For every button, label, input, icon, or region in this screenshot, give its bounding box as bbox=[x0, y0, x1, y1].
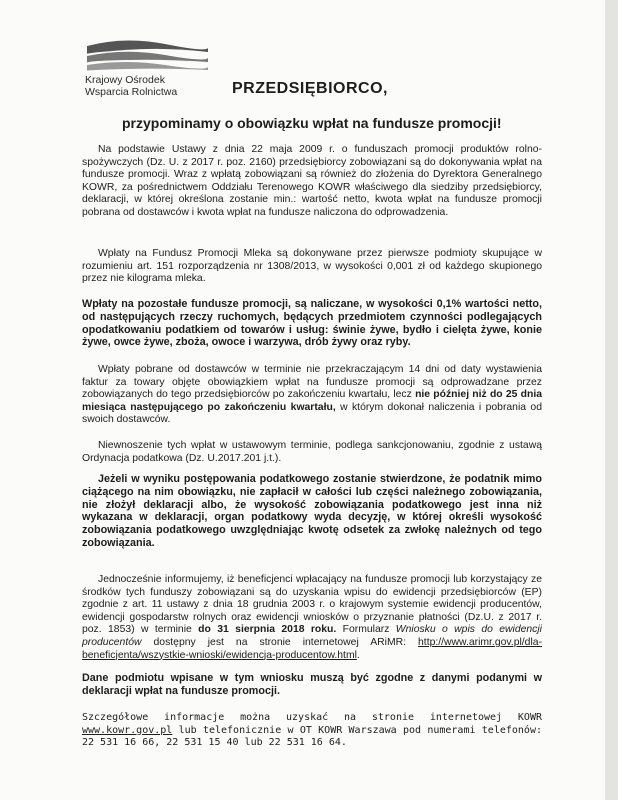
paragraph-text: Niewnoszenie tych wpłat w ustawowym terminie, podlega sankcjonowaniu, zgodnie z ustawą Ordynacja podatkowa (Dz. U.2017.201 j.t.). bbox=[82, 440, 542, 464]
paragraph-legal-basis bbox=[82, 144, 542, 220]
paragraph-text: Formularz bbox=[336, 624, 396, 636]
logo-line-1: Krajowy Ośrodek bbox=[85, 74, 165, 86]
paragraph-text: Jeżeli w wyniku postępowania podatkowego zostanie stwierdzone, że podatnik mimo ciążącego na nim obowiązku, nie zapłacił w całości lub części należnego zobowiązania, nie złożył deklaracji albo, że wysokość zobowiązania podatkowego jest inna niż wykazana w deklaracji, organ podatkowy wyda decyzję, w której określi wysokość zobowiązania podatkowego uwzględniając kwotę odsetek za zwłokę należnych od tego zobowiązania. bbox=[82, 473, 542, 549]
deadline-text: nie później niż do 25 dnia miesiąca następującego po zakończeniu kwartału, bbox=[82, 389, 543, 413]
page-title: PRZEDSIĘBIORCO, bbox=[232, 80, 388, 97]
paragraph-data-consistency bbox=[82, 672, 542, 698]
arimr-link[interactable]: http://www.arimr.gov.pl/dla-beneficjenta/wszystkie-wnioski/ewidencja-producentow.html bbox=[82, 636, 542, 661]
form-name: Wniosku o wpis do ewidencji producentów bbox=[82, 624, 542, 648]
paragraph-text: lub telefonicznie w OT KOWR Warszawa pod numerami telefonów: 22 531 16 66, 22 531 15 40 lub 22 531 16 64. bbox=[82, 724, 542, 749]
paragraph-text: Wpłaty na pozostałe fundusze promocji, są naliczane, w wysokości 0,1% wartości netto, od następujących rzeczy ruchomych, będących przedmiotem czynności podlegających opodatkowaniu podatkiem od towarów i usług: świnie żywe, bydło i cielęta żywe, konie żywe, owce żywe, zboża, owoce i warzywa, drób żywy oraz ryby. bbox=[82, 298, 542, 349]
paragraph-text: w którym dokonał naliczenia i pobrania od swoich dostawców. bbox=[82, 401, 542, 426]
paragraph-text: Jednocześnie informujemy, iż beneficjenci wpłacający na fundusze promocji lub korzystający ze środków tych funduszy zobowiązani są do uzyskania wpisu do ewidencji przedsiębiorców (EP) zgodnie z art. 11 ustawy z dnia 18 grudnia 2003 r. o krajowym systemie ewidencji producentów, ewidencji gospodarstw rolnych oraz ewidencji wniosków o przyznanie płatności (Dz.U. z 2017 r. poz. 1853) w terminie bbox=[82, 574, 542, 636]
kowr-website-link[interactable]: www.kowr.gov.pl bbox=[82, 724, 173, 736]
paragraph-payment-deadline bbox=[82, 364, 542, 427]
paragraph-other-funds bbox=[82, 298, 542, 349]
paragraph-text: Wpłaty pobrane od dostawców w terminie nie przekraczającym 14 dni od daty wystawienia faktur za towary objęte obowiązkiem wpłat na fundusze promocji są odprowadzane przez zobowiązanych do tego przedsiębiorców po zakończeniu kwartału, lecz bbox=[82, 364, 542, 401]
kowr-logo bbox=[85, 38, 215, 100]
paragraph-milk-fund bbox=[82, 248, 542, 286]
paragraph-text: dostępny jest na stronie internetowej ARiMR: bbox=[141, 636, 419, 648]
scan-edge bbox=[605, 0, 618, 800]
logo-waves-icon bbox=[85, 38, 210, 72]
paragraph-text: Wpłaty na Fundusz Promocji Mleka są dokonywane przez pierwsze podmioty skupujące w rozumieniu art. 151 rozporządzenia nr 1308/2013, w wysokości 0,001 zł od każdego skupionego przez nie kilograma mleka. bbox=[82, 248, 542, 285]
paragraph-text: . bbox=[356, 649, 360, 661]
paragraph-tax-proceedings bbox=[82, 473, 542, 550]
page-subtitle: przypominamy o obowiązku wpłat na fundusze promocji! bbox=[122, 115, 502, 131]
paragraph-registration bbox=[82, 574, 542, 662]
paragraph-contact bbox=[82, 712, 542, 750]
registration-deadline: do 31 sierpnia 2018 roku. bbox=[198, 624, 337, 636]
paragraph-sanctions bbox=[82, 440, 542, 465]
paragraph-text: Szczegółowe informacje można uzyskać na stronie internetowej KOWR bbox=[82, 712, 542, 723]
logo-line-2: Wsparcia Rolnictwa bbox=[85, 86, 178, 98]
paragraph-text: Na podstawie Ustawy z dnia 22 maja 2009 r. o funduszach promocji produktów rolno-spożywczych (Dz. U. z 2017 r. poz. 2160) przedsiębiorcy zobowiązani są do dokonywania wpłat na fundusze promocji. Wraz z wpłatą zobowiązani są również do złożenia do Dyrektora Generalnego KOWR, za pośrednictwem Oddziału Terenowego KOWR właściwego dla siedziby przedsiębiorcy, deklaracji, w której określona zostanie min.: wartość netto, kwota wpłat na fundusze promocji pobrana od dostawców i kwota wpłat na fundusze naliczona do odprowadzenia. bbox=[82, 144, 542, 218]
paragraph-text: Dane podmiotu wpisane w tym wniosku muszą być zgodne z danymi podanymi w deklaracji wpłat na fundusze promocji. bbox=[82, 672, 542, 697]
